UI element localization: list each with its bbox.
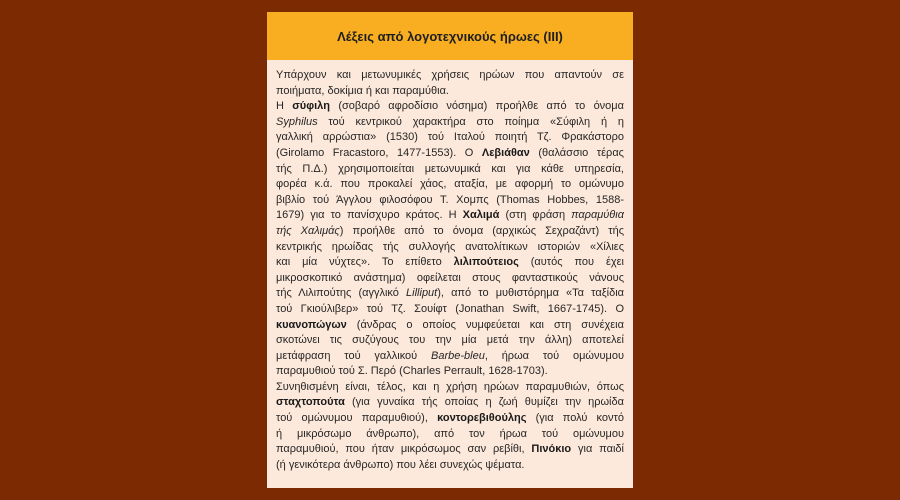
paragraph [276, 99, 624, 380]
text-run: (σοβαρό αφροδίσιο νόσημα) προήλθε από το όνομα [329, 100, 624, 113]
italic-term: Syphilus [276, 115, 318, 128]
text-run: Υπάρχουν και μετωνυμικές χρήσεις ηρώων που απαντούν σε [276, 69, 624, 81]
bold-term: Χαλιμά [462, 209, 500, 222]
text-line [276, 349, 624, 365]
text-run: Η [276, 100, 293, 113]
text-run: τής Λιλιπούτης (αγγλικό [276, 287, 407, 300]
text-run: , ήρωα τού ομώνυμου [484, 349, 624, 362]
text-run: (θαλάσσιο τέρας [529, 146, 624, 159]
italic-term: Barbe-bleu [431, 349, 485, 362]
paragraph [276, 68, 624, 99]
text-run: τής Π.Δ.) χρησιμοποιείται μετωνυμικά και για κάθε υπηρεσία, [276, 162, 624, 175]
text-run: σκοτώνει τις συζύγους του την μία μετά την άλλη) αποτελεί [276, 334, 624, 347]
text-line [276, 177, 624, 193]
bold-term: Λεβιάθαν [481, 146, 530, 159]
text-run: φορέα κ.ά. που προκαλεί χάος, αταξία, με αφορμή το ομώνυμο [276, 178, 624, 191]
text-line [276, 271, 624, 287]
text-run: και μία νύχτες». Το επίθετο [276, 256, 454, 269]
italic-term: Lilliput [406, 287, 438, 300]
text-line [276, 224, 624, 240]
text-run: μετάφραση τού γαλλικού [276, 349, 431, 362]
text-line [276, 411, 624, 427]
text-line [276, 442, 624, 458]
text-line [276, 395, 624, 411]
paragraph [276, 380, 624, 474]
text-line [276, 84, 624, 100]
text-run: τού κεντρικού χαρακτήρα στο ποίημα «Σύφιλη ή η [317, 115, 624, 128]
bold-term: σταχτοπούτα [276, 396, 345, 409]
card-body [267, 60, 633, 473]
text-line [276, 318, 624, 334]
text-run: ) προήλθε από το όνομα (αρχικώς Σεχραζάντ) τής [339, 224, 624, 237]
text-line [276, 458, 624, 474]
text-run: παραμυθιού τού Σ. Περό (Charles Perrault, 1628-1703). [276, 365, 548, 378]
text-run: μικροσκοπικό ανάστημα) οφείλεται στους φανταστικούς νάνους [276, 271, 624, 284]
bold-term: σύφιλη [292, 100, 330, 113]
text-run: για παιδί [571, 443, 624, 456]
text-line [276, 99, 624, 115]
text-line [276, 333, 624, 349]
text-run: τού Γκιούλιβερ» τού Τζ. Σουίφτ (Jonathan Swift, 1667-1745). Ο [276, 302, 624, 315]
text-line [276, 208, 624, 224]
italic-term: τής Χαλιμάς [276, 224, 340, 237]
bold-term: κυανοπώγων [276, 318, 347, 331]
text-run: ή μικρόσωμο άνθρωπο), από τον ήρωα τού ομώνυμου [276, 427, 624, 440]
card-title: Λέξεις από λογοτεχνικούς ήρωες (ΙΙΙ) [337, 28, 563, 44]
text-run: (για πολύ κοντό [526, 412, 624, 425]
text-run: (Girolamo Fracastoro, 1477-1553). Ο [276, 146, 482, 159]
text-line [276, 115, 624, 131]
text-line [276, 130, 624, 146]
text-line [276, 193, 624, 209]
text-run: (άνδρας ο οποίος νυμφεύεται και στη συνέχεια [346, 318, 624, 331]
text-line [276, 240, 624, 256]
text-line [276, 255, 624, 271]
text-run: ποιήματα, δοκίμια ή και παραμύθια. [276, 84, 449, 97]
info-card [267, 12, 633, 488]
text-run: ), από το μυθιστόρημα «Τα ταξίδια [437, 287, 624, 300]
bold-term: Πινόκιο [531, 443, 572, 456]
bold-term: κοντορεβιθούλης [437, 412, 527, 425]
text-run: τού ομώνυμου παραμυθιού), [276, 412, 438, 425]
text-line [276, 162, 624, 178]
text-line [276, 302, 624, 318]
text-line [276, 68, 624, 84]
italic-term: παραμύθια [571, 209, 624, 222]
text-run: κεντρικής ηρωίδας τής συλλογής ανατολίτικων ιστοριών «Χίλιες [276, 240, 624, 253]
text-line [276, 380, 624, 396]
text-run: Συνηθισμένη είναι, τέλος, και η χρήση ηρώων παραμυθιών, όπως [276, 380, 624, 393]
text-run: (ή γενικότερα άνθρωπο) που λέει συνεχώς ψέματα. [276, 458, 525, 471]
text-run: 1679) για το πανίσχυρο κράτος. Η [276, 209, 463, 222]
text-line [276, 286, 624, 302]
text-run: βιβλίο τού Άγγλου φιλοσόφου Τ. Χομπς (Thomas Hobbes, 1588- [276, 193, 624, 206]
bold-term: λιλιπούτειος [453, 256, 519, 269]
text-run: παραμυθιού, που ήταν μικρόσωμος σαν ρεβίθι, [276, 443, 532, 456]
text-line [276, 427, 624, 443]
text-run: (αυτός που έχει [518, 256, 624, 269]
text-run: γαλλική αρρώστια» (1530) τού Ιταλού ποιητή Τζ. Φρακάστορο [276, 131, 624, 144]
text-line [276, 364, 624, 380]
card-header [267, 12, 633, 60]
text-line [276, 146, 624, 162]
text-run: (για γυναίκα τής οποίας η ζωή θυμίζει την ηρωίδα [344, 396, 624, 409]
text-run: (στη φράση [499, 209, 572, 222]
